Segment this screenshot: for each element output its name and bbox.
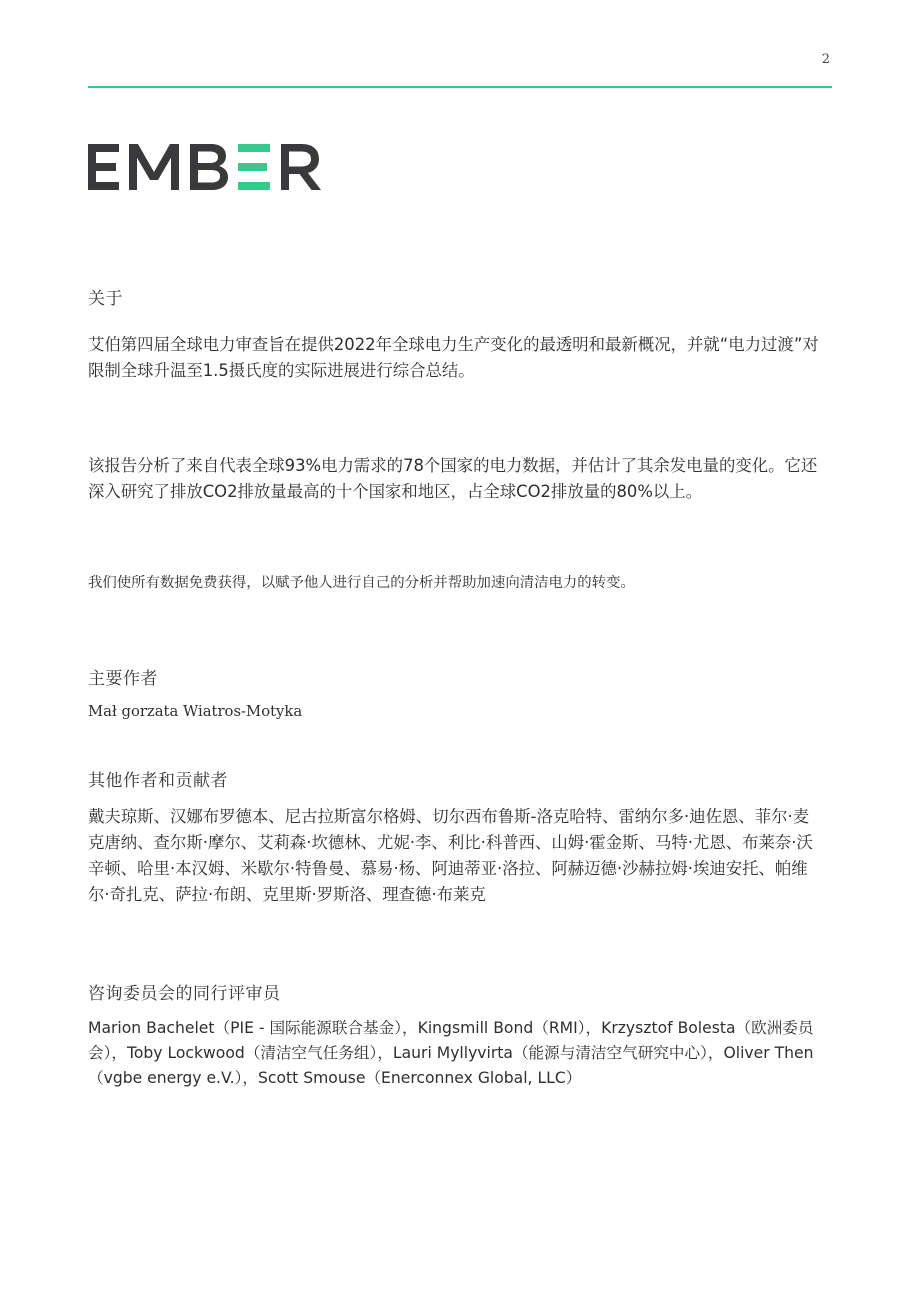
about-paragraph-1: 艾伯第四届全球电力审查旨在提供2022年全球电力生产变化的最透明和最新概况，并就“电力过渡”对限制全球升温至1.5摄氏度的实际进展进行综合总结。: [88, 335, 819, 380]
ember-logo: [88, 142, 322, 192]
logo-letter-b: [190, 144, 228, 190]
reviewers-list: Marion Bachelet（PIE - 国际能源联合基金），Kingsmill Bond（RMI），Krzysztof Bolesta（欧洲委员会），Toby Lockwood（清洁空气任务组），Lauri Myllyvirta（能源与清洁空气研究中心），Oliver Then（vgbe energy e.V.），Scott Smouse（Enerconnex Global, LLC）: [88, 1019, 814, 1087]
lead-author-name: Mał gorzata Wiatros-Motyka: [88, 703, 303, 720]
about-paragraph-2: 该报告分析了来自代表全球93%电力需求的78个国家的电力数据，并估计了其余发电量的变化。它还深入研究了排放CO2排放量最高的十个国家和地区，占全球CO2排放量的80%以上。: [88, 456, 818, 501]
logo-letter-r: [281, 144, 321, 190]
logo-letter-m: [129, 144, 179, 190]
logo-letter-e1: [88, 144, 119, 190]
about-heading: 关于: [88, 289, 123, 309]
contributors-list: 戴夫琼斯、汉娜布罗德本、尼古拉斯富尔格姆、切尔西布鲁斯-洛克哈特、雷纳尔多·迪佐恩、菲尔·麦克唐纳、查尔斯·摩尔、艾莉森·坎德林、尤妮·李、利比·科普西、山姆·霍金斯、马特·尤恩、布莱奈·沃辛顿、哈里·本汉姆、米歇尔·特鲁曼、慕易·杨、阿迪蒂亚·洛拉、阿赫迈德·沙赫拉姆·埃迪安托、帕维尔·奇扎克、萨拉·布朗、克里斯·罗斯洛、理查德·布莱克: [88, 807, 813, 904]
lead-author-heading: 主要作者: [88, 669, 158, 689]
header-divider: [88, 86, 832, 88]
page-number: 2: [821, 52, 830, 67]
about-paragraph-3: 我们使所有数据免费获得，以赋予他人进行自己的分析并帮助加速向清洁电力的转变。: [88, 575, 635, 591]
reviewers-heading: 咨询委员会的同行评审员: [88, 984, 281, 1004]
logo-letter-e2-accent: [238, 144, 270, 190]
contributors-heading: 其他作者和贡献者: [88, 771, 228, 791]
